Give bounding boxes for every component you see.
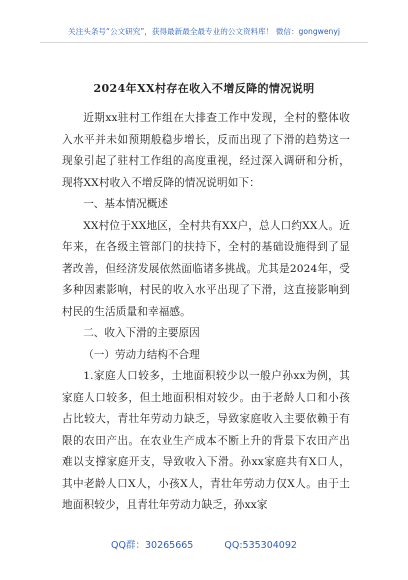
footer-contact <box>0 537 408 551</box>
document-title: 2024年XX村存在收入不增反降的情况说明 <box>93 82 315 95</box>
basic-info-paragraph: XX村位于XX地区，全村共有XX户，总人口约XX人。近年来，在各级主管部门的扶持下，全村的基础设施得到了显著改善，但经济发展依然面临诸多挑战。尤其是2024年，受多种因素影响，村民的收入水平出现了下滑，这直接影响到村民的生活质量和幸福感。 <box>62 219 350 318</box>
footer-qq-number: QQ:535304092 <box>224 540 297 551</box>
section-heading-basic-info: 一、基本情况概述 <box>83 198 168 210</box>
labor-structure-paragraph: 1.家庭人口较多，土地面积较少以一般户孙xx为例，其家庭人口较多，但土地面积相对较少。由于老龄人口和小孩占比较大，青壮年劳动力缺乏，导致家庭收入主要依赖于有限的农田产出。在农业生产成本不断上升的背景下农田产出难以支撑家庭开支，导致收入下滑。孙xx家庭共有X口人，其中老龄人口X人，小孩X人，青壮年劳动力仅X人。由于土地面积较少，且青壮年劳动力缺乏，孙xx家 <box>62 370 350 511</box>
document-body <box>62 108 350 517</box>
footer-qq-group: QQ群：30265665 <box>111 540 194 551</box>
header-divider <box>40 42 368 43</box>
subsection-heading-labor-structure: （一）劳动力结构不合理 <box>83 348 200 361</box>
intro-paragraph: 近期xx驻村工作组在大排查工作中发现，全村的整体收入水平并未如预期般稳步增长，反而出现了下滑的趋势这一现象引起了驻村工作组的高度重视，经过深入调研和分析，现将XX村收入不增反降的情况说明如下： <box>62 112 350 189</box>
section-heading-main-reasons: 二、收入下滑的主要原因 <box>83 327 200 339</box>
header-banner: 关注头条号“公文研究”，获得最新最全最专业的公文资料库！ 微信：gongwenyj <box>68 27 340 36</box>
